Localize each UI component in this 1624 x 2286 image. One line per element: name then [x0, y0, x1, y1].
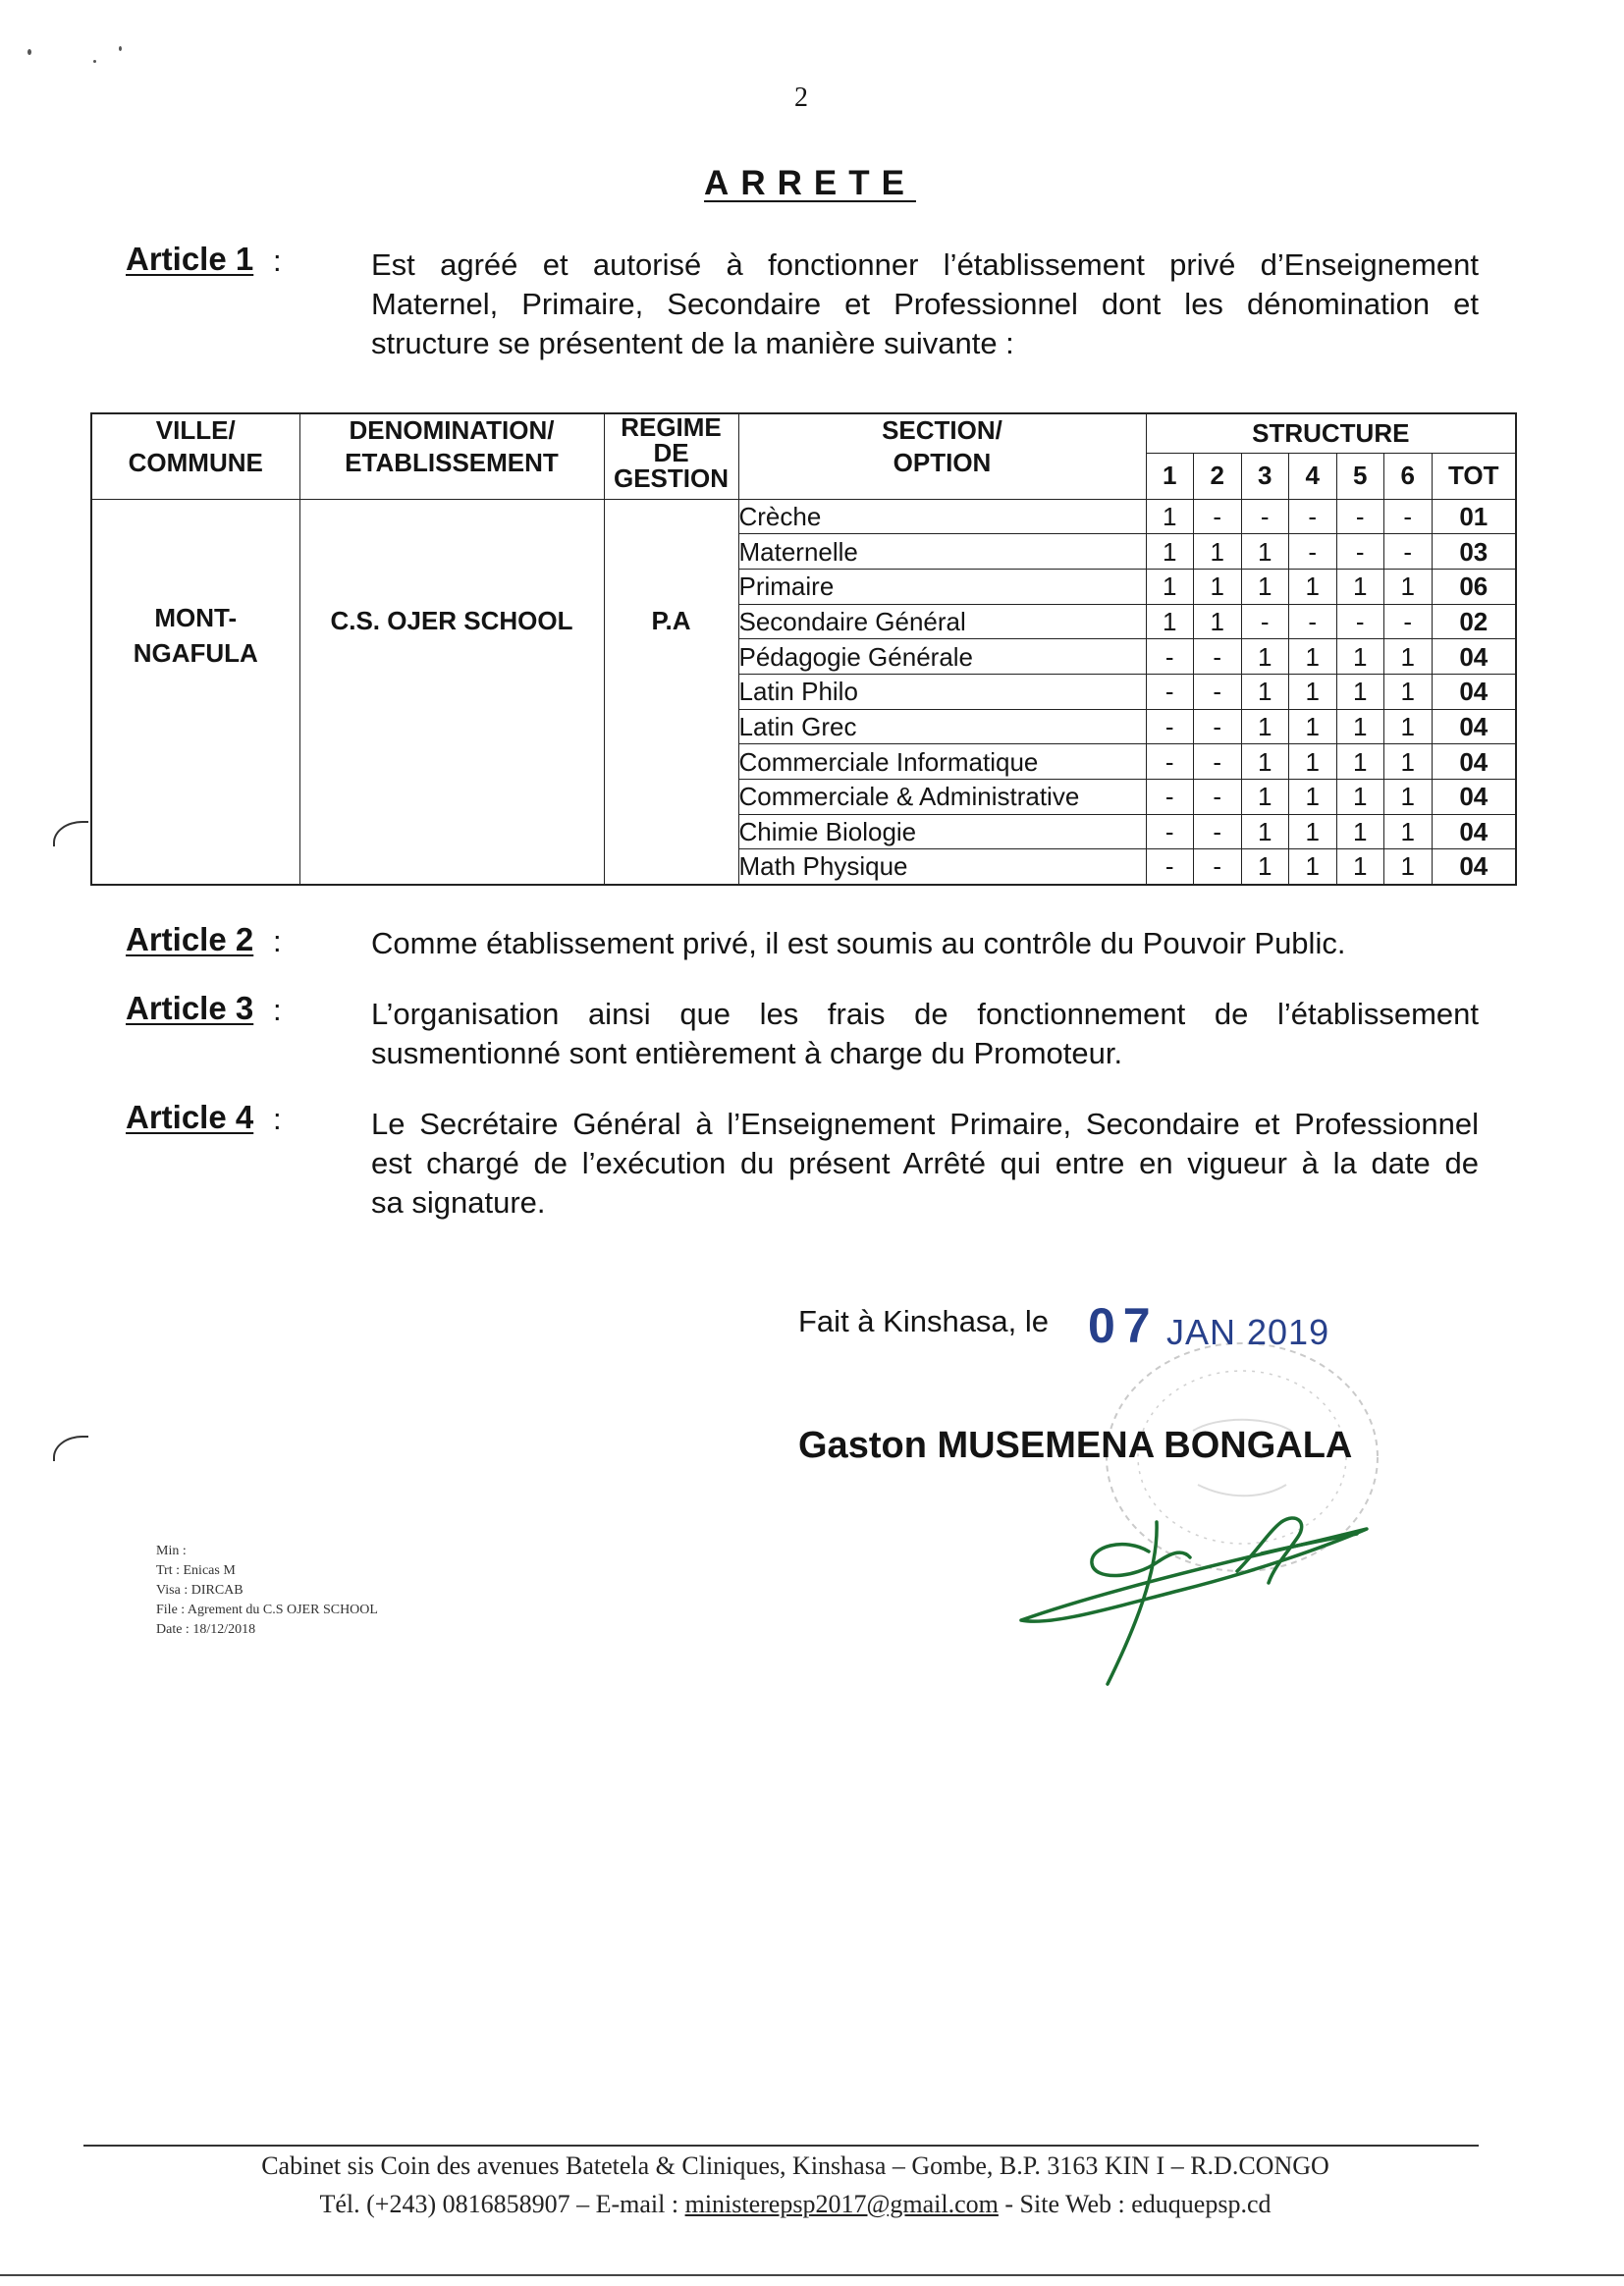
- structure-cell: -: [1336, 499, 1384, 534]
- structure-cell: 1: [1384, 639, 1433, 675]
- structure-cell: -: [1146, 814, 1194, 849]
- header-text: DE: [653, 438, 689, 467]
- date-stamp-month-year: JAN 2019: [1166, 1312, 1330, 1352]
- header-structure-col: 4: [1289, 453, 1337, 499]
- article-4-line: sa signature.: [371, 1185, 546, 1220]
- structure-cell: 1: [1384, 849, 1433, 885]
- total-cell: 04: [1432, 780, 1516, 815]
- structure-cell: 1: [1146, 534, 1194, 570]
- page-number: 2: [794, 82, 808, 113]
- ville-text: MONT-: [154, 602, 238, 632]
- option-cell: Maternelle: [738, 534, 1146, 570]
- table-row: [91, 499, 1516, 534]
- scan-speck: [119, 46, 122, 51]
- date-stamp-day: 07: [1088, 1298, 1159, 1353]
- structure-cell: 1: [1146, 569, 1194, 604]
- option-cell: Primaire: [738, 569, 1146, 604]
- article-4-separator: :: [273, 1102, 282, 1136]
- option-cell: Latin Philo: [738, 674, 1146, 709]
- article-1-label: Article 1: [126, 241, 254, 277]
- structure-cell: 1: [1194, 534, 1242, 570]
- structure-cell: -: [1194, 849, 1242, 885]
- structure-cell: 1: [1241, 814, 1289, 849]
- structure-cell: 1: [1241, 709, 1289, 744]
- structure-cell: 1: [1289, 780, 1337, 815]
- total-cell: 01: [1432, 499, 1516, 534]
- footer-divider: [83, 2145, 1479, 2147]
- header-section-option: [738, 413, 1146, 499]
- structure-cell: -: [1384, 534, 1433, 570]
- structure-cell: -: [1241, 499, 1289, 534]
- memo-line: Date : 18/12/2018: [156, 1622, 256, 1637]
- structure-cell: -: [1289, 534, 1337, 570]
- scan-speck: [93, 60, 96, 63]
- article-3-line: susmentionné sont entièrement à charge du Promoteur.: [371, 1036, 1123, 1070]
- structure-cell: 1: [1241, 780, 1289, 815]
- header-regime-gestion: [604, 413, 738, 499]
- footer-address: Cabinet sis Coin des avenues Batetela & Cliniques, Kinshasa – Gombe, B.P. 3163 KIN I – R.D.CONGO: [261, 2151, 1329, 2180]
- structure-cell: -: [1194, 639, 1242, 675]
- structure-cell: 1: [1336, 780, 1384, 815]
- article-3-label: Article 3: [126, 990, 254, 1026]
- structure-cell: -: [1146, 849, 1194, 885]
- total-cell: 04: [1432, 639, 1516, 675]
- article-4-label: Article 4: [126, 1099, 254, 1135]
- header-text: REGIME: [621, 412, 722, 442]
- total-cell: 04: [1432, 744, 1516, 780]
- header-text: SECTION/: [882, 415, 1002, 445]
- structure-cell: -: [1146, 674, 1194, 709]
- structure-cell: -: [1336, 534, 1384, 570]
- punch-hole-mark: [53, 821, 88, 846]
- structure-cell: -: [1194, 780, 1242, 815]
- article-1-line: structure se présentent de la manière suivante :: [371, 326, 1014, 360]
- ville-text: NGAFULA: [133, 637, 258, 668]
- structure-cell: -: [1289, 604, 1337, 639]
- structure-cell: 1: [1384, 744, 1433, 780]
- title-text: ARRETE: [704, 164, 916, 202]
- structure-cell: 1: [1194, 604, 1242, 639]
- structure-cell: 1: [1336, 814, 1384, 849]
- structure-cell: 1: [1241, 849, 1289, 885]
- total-cell: 04: [1432, 814, 1516, 849]
- structure-cell: 1: [1241, 639, 1289, 675]
- memo-block: [156, 1542, 378, 1640]
- option-cell: Commerciale Informatique: [738, 744, 1146, 780]
- place-date-label: Fait à Kinshasa, le: [798, 1304, 1050, 1338]
- signatory-name: Gaston MUSEMENA BONGALA: [798, 1425, 1353, 1466]
- header-ville-commune: [91, 413, 299, 499]
- total-cell: 02: [1432, 604, 1516, 639]
- scan-speck: [27, 49, 31, 55]
- structure-cell: 1: [1289, 709, 1337, 744]
- article-2-label: Article 2: [126, 921, 254, 957]
- header-text: VILLE/: [155, 415, 236, 445]
- structure-cell: 1: [1289, 569, 1337, 604]
- footer-contact: [0, 2190, 1591, 2219]
- structure-cell: 1: [1289, 744, 1337, 780]
- structure-cell: 1: [1289, 674, 1337, 709]
- structure-cell: -: [1194, 814, 1242, 849]
- article-4-line: est chargé de l’exécution du présent Arrêté qui entre en vigueur à la date de: [371, 1146, 1479, 1180]
- total-cell: 04: [1432, 674, 1516, 709]
- article-1-line: Maternel, Primaire, Secondaire et Professionnel dont les dénomination et: [371, 287, 1479, 321]
- structure-cell: -: [1194, 674, 1242, 709]
- article-2-separator: :: [273, 924, 282, 958]
- article-3-separator: :: [273, 993, 282, 1027]
- structure-cell: -: [1289, 499, 1337, 534]
- structure-cell: -: [1194, 709, 1242, 744]
- option-cell: Pédagogie Générale: [738, 639, 1146, 675]
- article-4-text: [371, 1105, 1479, 1223]
- memo-line: Visa : DIRCAB: [156, 1583, 244, 1598]
- table-header-row: [91, 413, 1516, 453]
- memo-line: Trt : Enicas M: [156, 1563, 236, 1578]
- structure-cell: -: [1384, 604, 1433, 639]
- structure-cell: 1: [1384, 814, 1433, 849]
- option-cell: Crèche: [738, 499, 1146, 534]
- structure-cell: 1: [1241, 569, 1289, 604]
- structure-cell: 1: [1241, 674, 1289, 709]
- footer-email-link[interactable]: ministerepsp2017@gmail.com: [684, 2190, 999, 2218]
- article-2-text: [371, 924, 1479, 963]
- total-cell: 04: [1432, 849, 1516, 885]
- structure-cell: -: [1146, 709, 1194, 744]
- structure-cell: -: [1194, 499, 1242, 534]
- option-cell: Chimie Biologie: [738, 814, 1146, 849]
- structure-cell: 1: [1384, 569, 1433, 604]
- header-structure-col: 5: [1336, 453, 1384, 499]
- scan-edge-line: [0, 2274, 1624, 2276]
- structure-cell: -: [1241, 604, 1289, 639]
- ville-commune-cell: [91, 499, 299, 885]
- structure-cell: 1: [1384, 709, 1433, 744]
- structure-cell: 1: [1241, 534, 1289, 570]
- structure-cell: 1: [1146, 499, 1194, 534]
- structure-cell: -: [1336, 604, 1384, 639]
- header-structure-col: 6: [1384, 453, 1433, 499]
- option-cell: Secondaire Général: [738, 604, 1146, 639]
- article-2-line: Comme établissement privé, il est soumis au contrôle du Pouvoir Public.: [371, 926, 1346, 960]
- structure-cell: 1: [1384, 780, 1433, 815]
- structure-cell: 1: [1336, 639, 1384, 675]
- article-3-line: L’organisation ainsi que les frais de fonctionnement de l’établissement: [371, 997, 1479, 1031]
- structure-cell: 1: [1146, 604, 1194, 639]
- regime-gestion-cell: P.A: [604, 499, 738, 885]
- article-1-separator: :: [273, 244, 282, 278]
- denomination-cell: C.S. OJER SCHOOL: [299, 499, 604, 885]
- structure-table: [90, 412, 1517, 886]
- structure-cell: -: [1194, 744, 1242, 780]
- total-cell: 03: [1432, 534, 1516, 570]
- option-cell: Latin Grec: [738, 709, 1146, 744]
- memo-line: Min :: [156, 1544, 187, 1558]
- structure-cell: 1: [1336, 674, 1384, 709]
- header-text: ETABLISSEMENT: [345, 448, 559, 477]
- header-structure-col: 1: [1146, 453, 1194, 499]
- document-title: [0, 163, 1620, 204]
- total-cell: 06: [1432, 569, 1516, 604]
- footer-phone: Tél. (+243) 0816858907 – E-mail :: [319, 2190, 685, 2218]
- article-3-text: [371, 995, 1479, 1073]
- article-1-line: Est agréé et autorisé à fonctionner l’établissement privé d’Enseignement: [371, 247, 1479, 282]
- structure-cell: 1: [1336, 744, 1384, 780]
- structure-cell: -: [1384, 499, 1433, 534]
- handwritten-signature: [1011, 1493, 1384, 1694]
- structure-cell: -: [1146, 639, 1194, 675]
- header-total-col: TOT: [1432, 453, 1516, 499]
- structure-cell: 1: [1336, 709, 1384, 744]
- header-text: GESTION: [613, 463, 729, 493]
- header-text: OPTION: [893, 448, 992, 477]
- structure-cell: 1: [1289, 814, 1337, 849]
- structure-cell: 1: [1289, 849, 1337, 885]
- structure-cell: -: [1146, 744, 1194, 780]
- article-1-text: [371, 245, 1479, 363]
- footer-website: - Site Web : eduquepsp.cd: [998, 2190, 1272, 2218]
- structure-cell: 1: [1289, 639, 1337, 675]
- header-structure-col: 2: [1194, 453, 1242, 499]
- structure-cell: 1: [1194, 569, 1242, 604]
- option-cell: Math Physique: [738, 849, 1146, 885]
- structure-cell: -: [1146, 780, 1194, 815]
- header-structure: STRUCTURE: [1146, 413, 1516, 453]
- structure-cell: 1: [1336, 849, 1384, 885]
- article-4-line: Le Secrétaire Général à l’Enseignement Primaire, Secondaire et Professionnel: [371, 1107, 1479, 1141]
- structure-cell: 1: [1241, 744, 1289, 780]
- total-cell: 04: [1432, 709, 1516, 744]
- structure-cell: 1: [1384, 674, 1433, 709]
- punch-hole-mark: [53, 1436, 88, 1461]
- header-denomination: [299, 413, 604, 499]
- header-structure-col: 3: [1241, 453, 1289, 499]
- header-text: DENOMINATION/: [349, 415, 555, 445]
- structure-cell: 1: [1336, 569, 1384, 604]
- option-cell: Commerciale & Administrative: [738, 780, 1146, 815]
- memo-line: File : Agrement du C.S OJER SCHOOL: [156, 1603, 378, 1617]
- header-text: COMMUNE: [128, 448, 263, 477]
